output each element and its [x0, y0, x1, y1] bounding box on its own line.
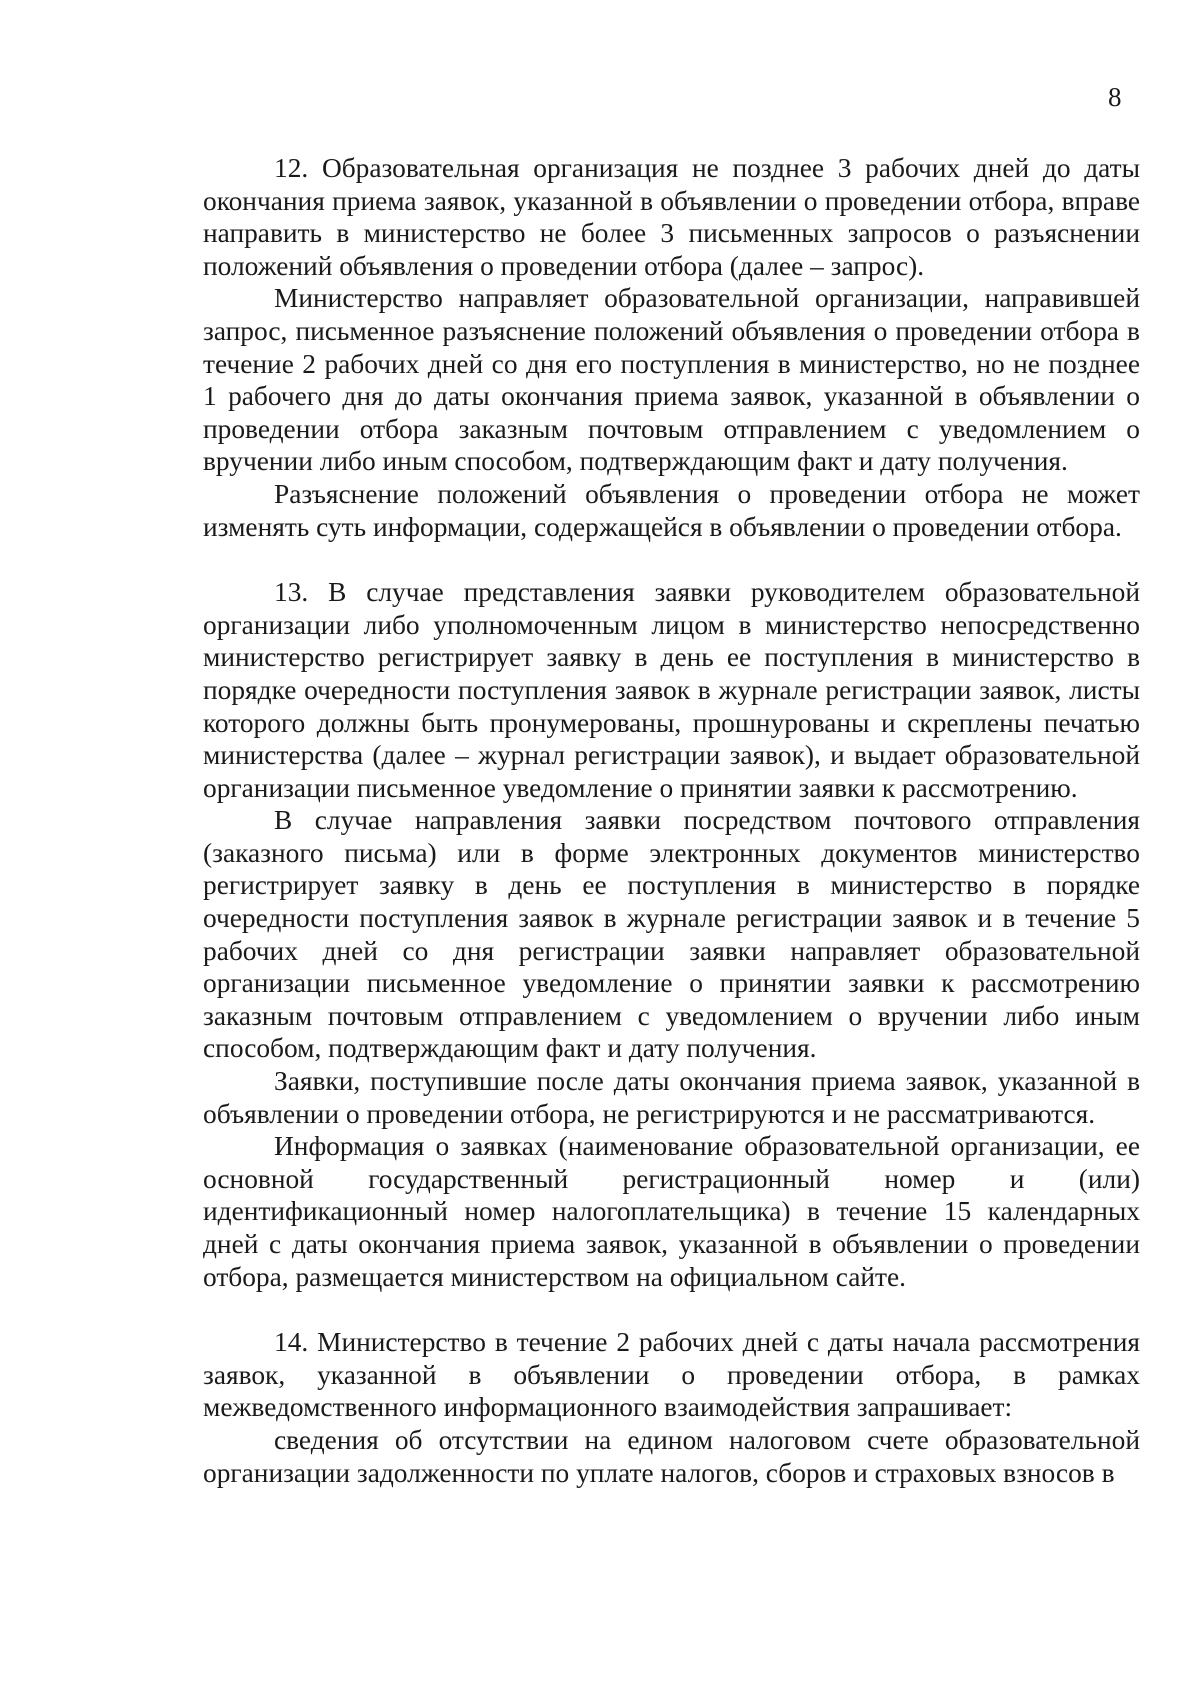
paragraph-14-tax-debt-info: сведения об отсутствии на едином налоговом счете образовательной организации задолженности по уплате налогов, сборов и страховых взносов в: [203, 1424, 1140, 1488]
paragraph-12-ministry-response: Министерство направляет образовательной организации, направившей запрос, письменное разъяснение положений объявления о проведении отбора в течение 2 рабочих дней со дня его поступления в министерство, но не позднее 1 рабочего дня до даты окончания приема заявок, указанной в объявлении о проведении отбора заказным почтовым отправлением с уведомлением о вручении либо иным способом, подтверждающим факт и дату получения.: [203, 283, 1140, 477]
document-body: [203, 152, 1140, 1489]
paragraph-12-clarification-limit: Разъяснение положений объявления о проведении отбора не может изменять суть информации, содержащейся в объявлении о проведении отбора.: [203, 478, 1140, 542]
paragraph-13-postal-registration: В случае направления заявки посредством почтового отправления (заказного письма) или в форме электронных документов министерство регистрирует заявку в день ее поступления в министерство в порядке очередности поступления заявок в журнале регистрации заявок и в течение 5 рабочих дней со дня регистрации заявки направляет образовательной организации письменное уведомление о принятии заявки к рассмотрению заказным почтовым отправлением с уведомлением о вручении либо иным способом, подтверждающим факт и дату получения.: [203, 805, 1140, 1064]
paragraph-13-in-person-registration: 13. В случае представления заявки руководителем образовательной организации либо уполномоченным лицом в министерство непосредственно министерство регистрирует заявку в день ее поступления в министерство в порядке очередности поступления заявок в журнале регистрации заявок, листы которого должны быть пронумерованы, прошнурованы и скреплены печатью министерства (далее – журнал регистрации заявок), и выдает образовательной организации письменное уведомление о принятии заявки к рассмотрению.: [203, 577, 1140, 803]
paragraph-14-interagency-request: 14. Министерство в течение 2 рабочих дней с даты начала рассмотрения заявок, указанной в объявлении о проведении отбора, в рамках межведомственного информационного взаимодействия запрашивает:: [203, 1327, 1140, 1423]
paragraph-13-late-applications: Заявки, поступившие после даты окончания приема заявок, указанной в объявлении о проведении отбора, не регистрируются и не рассматриваются.: [203, 1066, 1140, 1129]
page-number: 8: [1108, 82, 1122, 112]
paragraph-13-applications-info: Информация о заявках (наименование образовательной организации, ее основной государственный регистрационный номер и (или) идентификационный номер налогоплательщика) в течение 15 календарных дней с даты окончания приема заявок, указанной в объявлении о проведении отбора, размещается министерством на официальном сайте.: [203, 1131, 1140, 1292]
paragraph-12-request-deadline: 12. Образовательная организация не позднее 3 рабочих дней до даты окончания приема заявок, указанной в объявлении о проведении отбора, вправе направить в министерство не более 3 письменных запросов о разъяснении положений объявления о проведении отбора (далее – запрос).: [203, 153, 1140, 281]
